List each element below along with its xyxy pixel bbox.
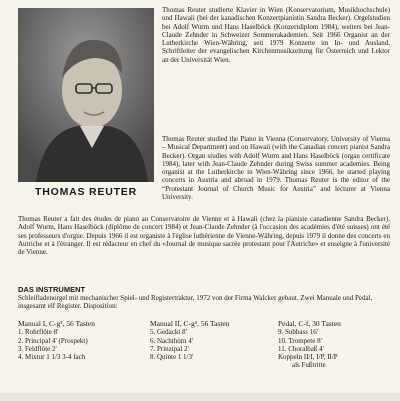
stop-item: 4. Mixtur 1 1/3 3-4 fach [18, 353, 86, 362]
page-footer-band [0, 393, 400, 401]
stop-item: 11. Choralbaß 4' [278, 344, 324, 353]
manual-1-heading: Manual I, C-g³, 56 Tasten [18, 319, 95, 328]
stop-item: 5. Gedackt 8' [150, 328, 187, 337]
portrait-photo [18, 8, 154, 182]
couplers: Koppeln II/I, I/P, II/P [278, 353, 338, 362]
instrument-description: Schleifladenorgel mit mechanischer Spiel- und Registertraktur, 1972 von der Firma Walcker gebaut. Zwei Manuale und Pedal, insgesamt elf Register. Disposition: [18, 294, 373, 311]
biography-english: Thomas Reuter studied the Piano in Vienna (Conservatory, University of Vienna – Musical Department) and on Hawaii (with the Canadian concert pianist Sandra Becker). Organ studies with Adolf Wurm and Hans Haselböck (organ certificate 1984), later with Jean-Claude Zehnder during Swiss summer academies. Being organist at the Lutherkirche in Wien-Währing since 1966, he started playing concerts in Austria and abroad in 1979. Thomas Reuter is the editor of the “Protestant Journal of Church Music for Austria” and lecturer at Vienna University. [162, 135, 390, 202]
stop-item: 6. Nachthorn 4' [150, 336, 194, 345]
pedal-stoplist [278, 320, 341, 370]
manual-1-stoplist [18, 320, 95, 361]
stop-item: 7. Prinzipal 2' [150, 344, 189, 353]
biography-french: Thomas Reuter a fait des études de piano au Conservatoire de Vienne et à Hawaii (chez la pianiste canadienne Sandra Becker). Adolf Wurm, Hans Haselböck (diplôme de concert 1984) et Jean-Claude Zehnder (à l'occasion des académies d'été suisses) ont été ses professeurs d'orgue. Depuis 1966 il est organiste à l'église luthérienne de Vienne-Währing, depuis 1979 il donne des concerts en Autriche et à l'étranger. Il est rédacteur en chef du «Journal de musique sacrée protestant pour l'Autriche» et enseigne à l'université de Vienne. [18, 215, 390, 257]
stop-item: 2. Principal 4' (Prospekt) [18, 336, 88, 345]
artist-name: THOMAS REUTER [35, 186, 137, 198]
manual-2-stoplist [150, 320, 230, 361]
stop-item: 3. Feldflöte 2' [18, 344, 57, 353]
pedal-heading: Pedal, C-f, 30 Tasten [278, 319, 341, 328]
portrait-image [18, 8, 154, 182]
biography-german: Thomas Reuter studierte Klavier in Wien (Konservatorium, Musikhochschule) und Hawaii (bei der kanadischen Konzertpianistin Sandra Becker). Orgelstudien bei Adolf Wurm und Hans Haselböck (Konzertdiplom 1984), weiters bei Jean-Claude Zehnder in Schweizer Sommerakademien. Seit 1966 Organist an der Lutherkirche Wien-Währing, seit 1979 Konzerte im In- und Ausland. Schriftleiter der evangelischen Kirchenmusikzeitung für Österreich und Lektor an der Universität Wien. [162, 6, 390, 64]
instrument-heading: DAS INSTRUMENT [18, 285, 86, 294]
manual-2-heading: Manual II, C-g³, 56 Tasten [150, 319, 230, 328]
stop-item: 9. Subbass 16' [278, 328, 318, 337]
stop-item: 8. Quinte 1 1/3' [150, 353, 194, 362]
stop-item: 10. Trompete 8' [278, 336, 322, 345]
couplers-note: als Fußtritte [292, 361, 326, 370]
stop-item: 1. Rohrflöte 8' [18, 328, 59, 337]
